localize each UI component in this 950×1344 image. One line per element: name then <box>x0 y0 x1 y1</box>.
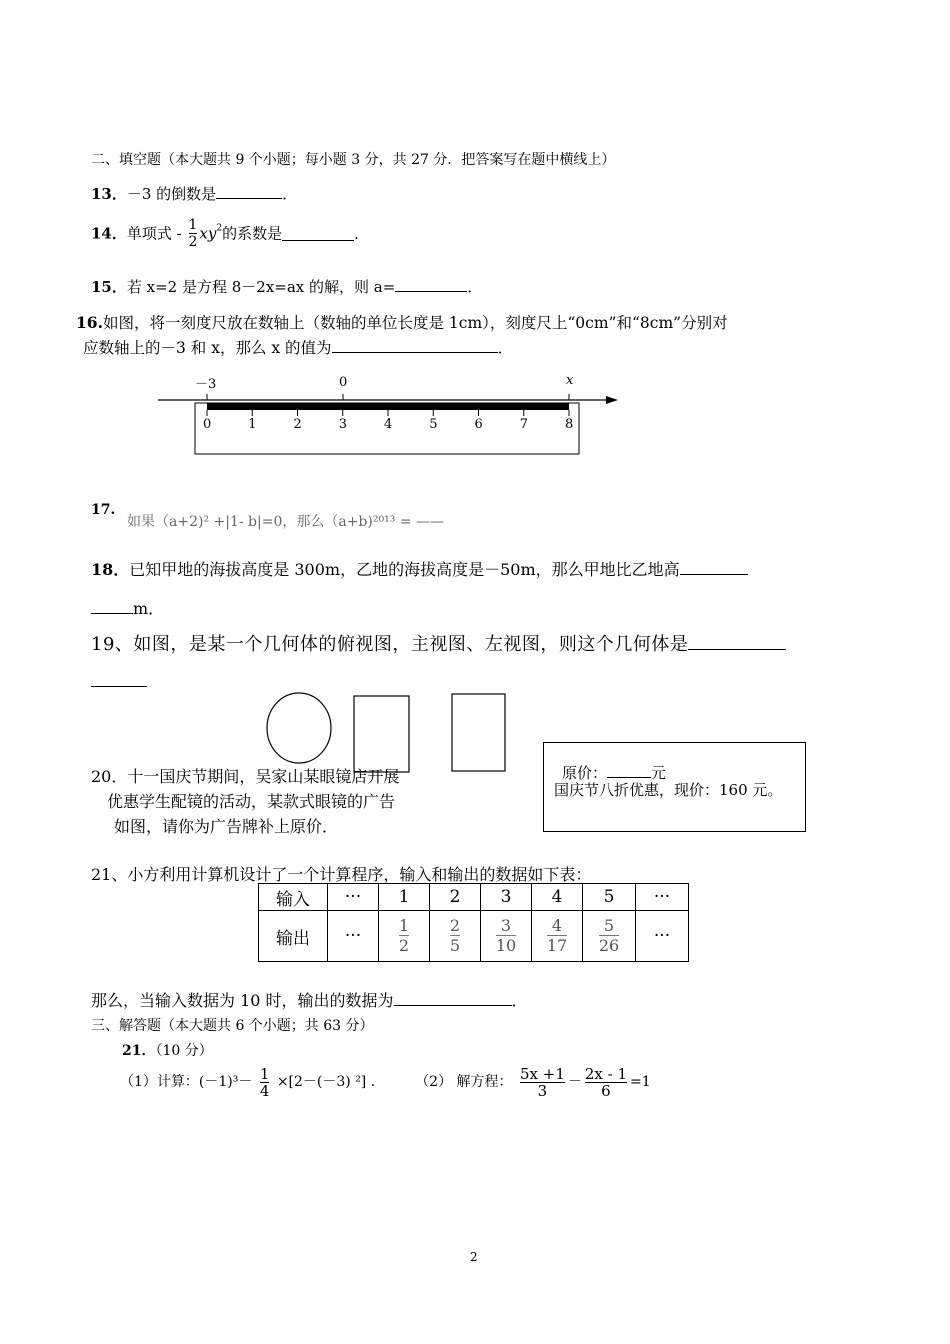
input-cell: 4 <box>532 884 583 911</box>
fraction-numerator: 5x +1 <box>519 1065 565 1083</box>
question-20-line-3: 如图，请你为广告牌补上原价． <box>114 817 339 836</box>
ruler-scale-bar <box>207 403 569 410</box>
ruler-tick-label: 1 <box>248 417 257 432</box>
answer-blank <box>332 338 498 353</box>
question-15-text: 若 x=2 是方程 8－2x=ax 的解，则 a= <box>126 278 396 296</box>
fraction-denominator: 26 <box>598 936 620 955</box>
question-19 <box>91 630 786 656</box>
question-14-prefix: 单项式 - <box>126 224 182 243</box>
fraction-denominator: 3 <box>520 1082 565 1099</box>
output-label-cell: 输出 <box>259 911 328 962</box>
part-2-end: =1 <box>630 1074 651 1090</box>
fraction-numerator: 2 <box>449 916 461 935</box>
question-21b-score: （10 分） <box>155 1043 213 1059</box>
question-16-line-1 <box>76 311 728 333</box>
table-cell-ellipsis: ··· <box>636 911 689 962</box>
fraction-denominator: 6 <box>585 1082 627 1099</box>
answer-blank <box>607 763 651 778</box>
answer-blank <box>91 599 133 614</box>
part-1-text-b: ×[2－(－3) ²] ． <box>276 1074 385 1090</box>
input-cell: 1 <box>379 884 430 911</box>
section-3-header: 三、解答题（本大题共 6 个小题；共 63 分） <box>91 1018 374 1034</box>
fraction-denominator: 10 <box>495 936 517 955</box>
question-19-text: 19、如图，是某一个几何体的俯视图，主视图、左视图，则这个几何体是 <box>91 634 689 655</box>
question-17 <box>91 502 115 518</box>
input-cell: 3 <box>481 884 532 911</box>
fraction-numerator: 4 <box>551 916 563 935</box>
question-13-text: －3 的倒数是 <box>126 185 217 203</box>
output-cell <box>532 911 583 962</box>
output-fraction <box>399 916 409 955</box>
part-2-minus: － <box>567 1074 582 1090</box>
part-2-fraction-2 <box>585 1066 627 1099</box>
question-21b-header <box>122 1040 213 1060</box>
output-cell <box>430 911 481 962</box>
question-20-line-2: 优惠学生配镜的活动，某款式眼镜的广告 <box>107 792 396 811</box>
output-cell <box>583 911 636 962</box>
ruler-tick-label: 4 <box>384 417 393 432</box>
ruler-tick-label: 7 <box>519 417 529 432</box>
ruler-tick-label: 3 <box>338 417 348 432</box>
table-cell-ellipsis: ··· <box>636 884 689 911</box>
ruler-ticks <box>203 410 573 432</box>
question-16-line-2 <box>83 336 513 358</box>
part-2-fraction-1 <box>520 1066 565 1099</box>
output-fraction <box>599 916 619 955</box>
question-18-line-2 <box>91 596 164 619</box>
question-16-text-1: 如图，将一刻度尺放在数轴上（数轴的单位长度是 1cm），刻度尺上“0cm”和“8cm”分别对 <box>102 314 728 332</box>
question-14-suffix: 的系数是 <box>222 224 283 243</box>
table-cell-ellipsis: ··· <box>328 911 379 962</box>
answer-blank <box>282 226 354 241</box>
ruler-tick-label: 5 <box>429 417 438 432</box>
fraction-denominator: 2 <box>398 936 410 955</box>
question-15-end: ． <box>467 278 483 296</box>
fraction-denominator: 4 <box>259 1082 270 1100</box>
ad-board <box>543 742 806 832</box>
ad-discount-text: 国庆节八折优惠，现价：160 元。 <box>554 781 783 799</box>
question-14 <box>91 217 369 250</box>
question-16-text-2: 应数轴上的－3 和 x，那么 x 的值为 <box>83 339 332 357</box>
ruler-tick-label: 0 <box>203 417 212 432</box>
input-cell: 2 <box>430 884 481 911</box>
axis-label-minus-3: －3 <box>195 377 217 392</box>
output-fraction <box>450 916 460 955</box>
ad-price-label: 原价： <box>562 764 608 782</box>
ruler-tick-label: 6 <box>474 417 483 432</box>
answer-blank <box>395 277 467 292</box>
question-18-text: 已知甲地的海拔高度是 300m，乙地的海拔高度是－50m，那么甲地比乙地高 <box>129 560 680 579</box>
answer-blank <box>688 635 786 650</box>
fraction-numerator: 1 <box>259 1065 270 1083</box>
input-row <box>259 884 689 911</box>
question-13 <box>91 183 297 204</box>
question-17-text: 如果（a+2)² +|1- b|=0，那么（a+b)²⁰¹³ = —— <box>127 514 444 530</box>
top-view-circle <box>267 693 331 763</box>
question-16-number: 16. <box>76 313 103 332</box>
part-1-fraction <box>260 1066 270 1099</box>
section-2-header: 二、填空题（本大题共 9 个小题；每小题 3 分，共 27 分．把答案写在题中横线上） <box>91 152 616 168</box>
answer-blank-continued <box>91 686 147 687</box>
input-label-cell: 输入 <box>259 884 328 911</box>
fraction-one-half <box>189 217 198 250</box>
question-21-followup-text: 那么，当输入数据为 10 时，输出的数据为 <box>91 991 394 1010</box>
side-view-rectangle <box>452 694 505 771</box>
output-cell <box>379 911 430 962</box>
question-18-end: m． <box>133 599 165 618</box>
question-21b-parts <box>120 1066 651 1099</box>
question-21-followup <box>91 988 528 1011</box>
output-cell <box>481 911 532 962</box>
answer-blank <box>216 184 282 199</box>
question-16-end: ． <box>497 339 514 357</box>
axis-label-0: 0 <box>339 375 348 390</box>
table-cell-ellipsis: ··· <box>328 884 379 911</box>
question-15-number: 15． <box>91 278 127 296</box>
question-18-number: 18． <box>91 560 130 579</box>
question-15 <box>91 276 482 297</box>
question-20-line-1: 20．十一国庆节期间，吴家山某眼镜店开展 <box>91 767 400 786</box>
question-17-number: 17. <box>91 502 116 518</box>
fraction-numerator: 5 <box>603 916 615 935</box>
question-18 <box>91 557 748 580</box>
question-21-text: 21、小方利用计算机设计了一个计算程序，输入和输出的数据如下表： <box>91 865 592 884</box>
page-number: 2 <box>470 1250 478 1264</box>
output-row <box>259 911 689 962</box>
axis-arrow <box>606 396 618 404</box>
input-cell: 5 <box>583 884 636 911</box>
input-output-table <box>258 883 689 962</box>
part-2-text-a: （2） 解方程： <box>415 1074 513 1090</box>
number-line-ruler-figure <box>150 370 630 460</box>
question-13-number: 13． <box>91 185 127 203</box>
monomial-variable: xy <box>199 224 217 243</box>
axis-label-x: x <box>566 373 574 388</box>
fraction-numerator: 1 <box>398 916 410 935</box>
question-14-end: ． <box>354 224 370 243</box>
fraction-denominator: 2 <box>188 234 198 250</box>
question-14-number: 14． <box>91 224 127 243</box>
output-fraction <box>496 916 516 955</box>
question-13-end: ． <box>282 185 298 203</box>
fraction-denominator: 5 <box>449 936 461 955</box>
ad-price-unit: 元 <box>651 764 667 782</box>
three-views-figure <box>262 690 512 775</box>
fraction-numerator: 1 <box>188 217 198 233</box>
fraction-numerator: 2x - 1 <box>584 1065 628 1083</box>
ruler-tick-label: 2 <box>293 417 302 432</box>
monomial-exponent: 2 <box>216 223 223 234</box>
question-21-end: ． <box>511 991 528 1010</box>
answer-blank <box>394 991 512 1006</box>
output-fraction <box>547 916 567 955</box>
fraction-numerator: 3 <box>500 916 512 935</box>
front-view-rectangle <box>354 696 409 772</box>
ruler-tick-label: 8 <box>565 417 574 432</box>
part-1-text-a: （1）计算：(－1)³－ <box>120 1074 253 1090</box>
fraction-denominator: 17 <box>546 936 568 955</box>
answer-blank <box>680 560 748 575</box>
question-21b-number: 21． <box>122 1043 156 1059</box>
